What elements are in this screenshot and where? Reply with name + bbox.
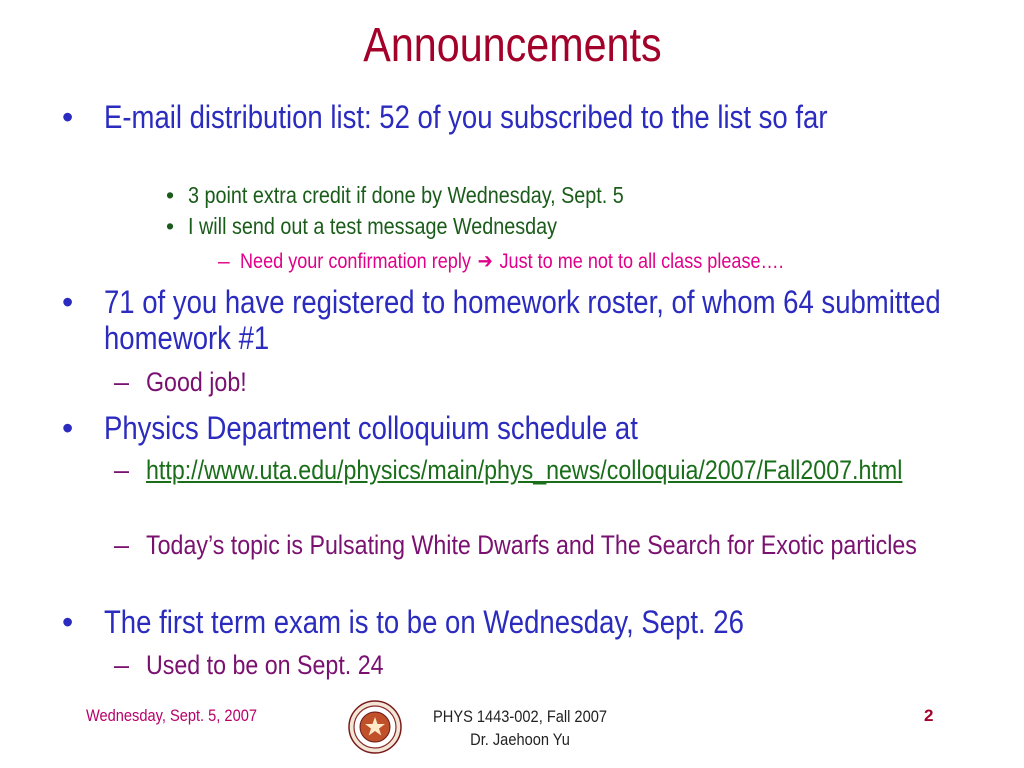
- footer-date: Wednesday, Sept. 5, 2007: [86, 706, 257, 725]
- confirmation-text: Need your confirmation reply: [240, 250, 471, 273]
- bullet-homework-roster: [62, 284, 1024, 356]
- reply-instruction-text: Just to me not to all class please….: [499, 250, 784, 273]
- bullet-text: 71 of you have registered to homework roster, of whom 64 submitted homework #1: [104, 284, 941, 356]
- dash-marker: –: [114, 367, 130, 397]
- bullet-text: Today’s topic is Pulsating White Dwarfs and The Search for Exotic particles: [146, 530, 917, 560]
- bullet-marker: •: [166, 182, 175, 208]
- bullet-email-list: [62, 99, 1024, 135]
- sub-sub-bullet-confirmation: [218, 249, 872, 275]
- bullet-text: The first term exam is to be on Wednesday, Sept. 26: [104, 604, 744, 640]
- bullet-marker: •: [166, 213, 175, 239]
- bullet-text: 3 point extra credit if done by Wednesday, Sept. 5: [188, 182, 624, 208]
- sub-bullet-test-message: [166, 212, 617, 241]
- bullet-marker: •: [62, 604, 74, 640]
- bullet-text: Used to be on Sept. 24: [146, 650, 384, 680]
- bullet-marker: •: [62, 284, 74, 320]
- sub-bullet-extra-credit: [166, 181, 695, 210]
- dash-marker: –: [218, 250, 230, 273]
- right-arrow-icon: ➔: [477, 250, 493, 273]
- slide-title: [0, 18, 1024, 74]
- sub-bullet-todays-topic: [114, 530, 1024, 561]
- bullet-marker: •: [62, 410, 74, 446]
- bullet-term-exam: [62, 604, 848, 640]
- sub-bullet-good-job: [114, 367, 263, 398]
- bullet-text: E-mail distribution list: 52 of you subscribed to the list so far: [104, 99, 828, 135]
- slide-title-text: Announcements: [362, 19, 662, 72]
- dash-marker: –: [114, 455, 130, 485]
- bullet-colloquium: [62, 410, 725, 446]
- footer-instructor: Dr. Jaehoon Yu: [470, 730, 570, 749]
- bullet-text: Physics Department colloquium schedule at: [104, 410, 638, 446]
- colloquium-schedule-link[interactable]: http://www.uta.edu/physics/main/phys_news/colloquia/2007/Fall2007.html: [146, 455, 903, 485]
- bullet-text: I will send out a test message Wednesday: [188, 213, 558, 239]
- footer-course-info: [380, 705, 660, 751]
- slide-page-number: 2: [924, 706, 934, 725]
- bullet-text: Good job!: [146, 367, 247, 397]
- dash-marker: –: [114, 530, 130, 560]
- footer-course: PHYS 1443-002, Fall 2007: [433, 707, 607, 726]
- dash-marker: –: [114, 650, 130, 680]
- bullet-marker: •: [62, 99, 74, 135]
- sub-bullet-previous-date: [114, 650, 422, 681]
- sub-bullet-colloquium-link[interactable]: [114, 455, 1024, 486]
